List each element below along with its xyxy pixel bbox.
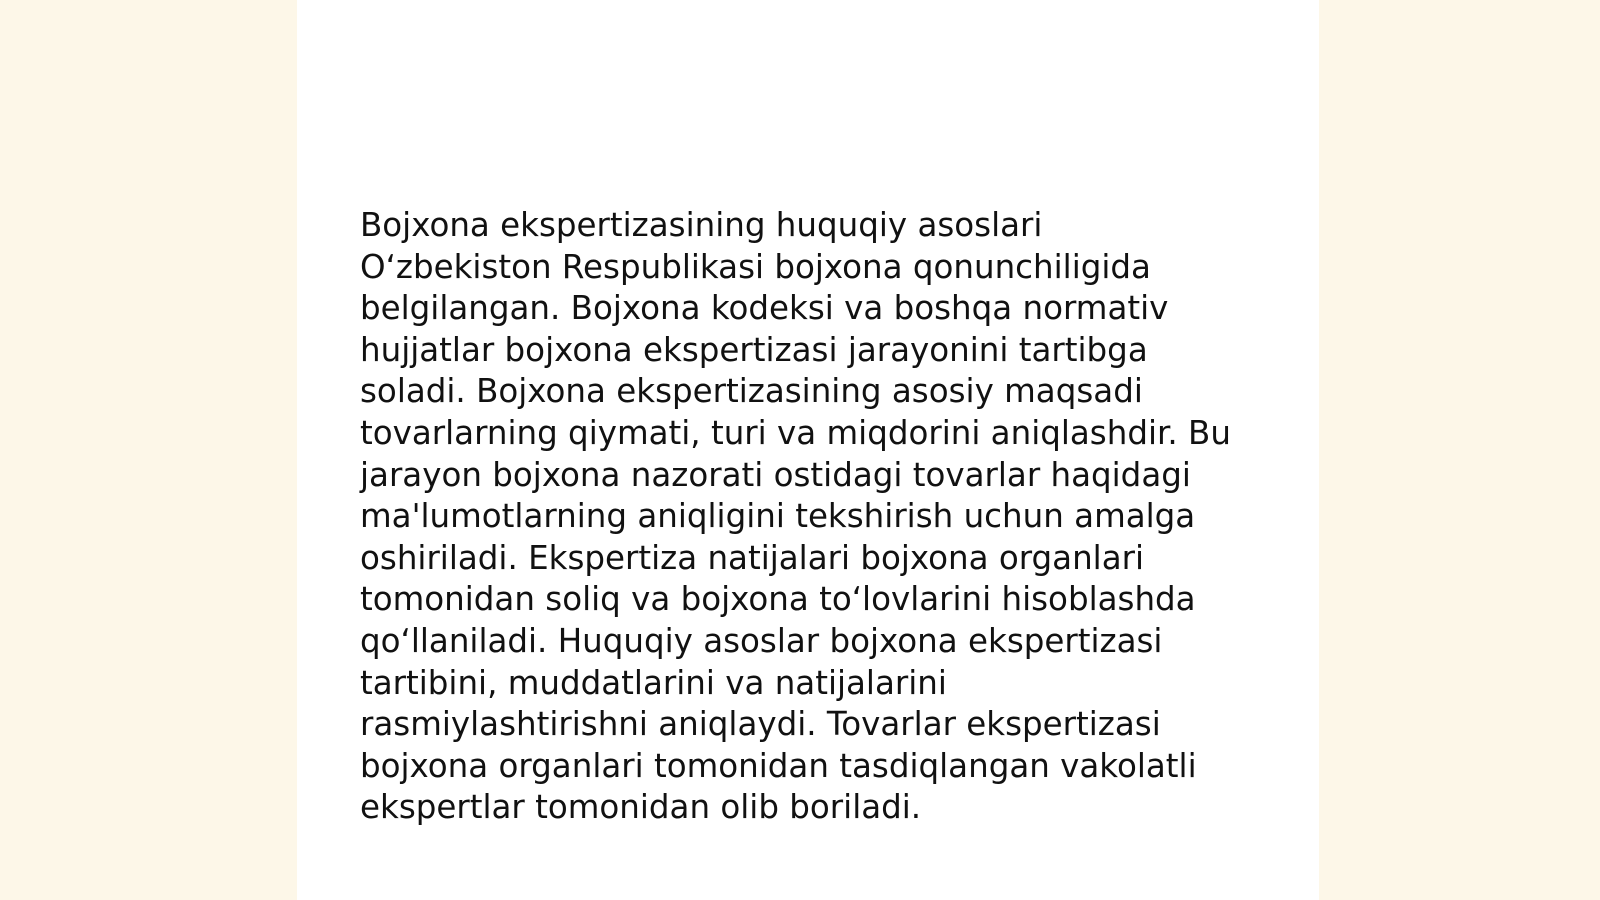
body-paragraph: Bojxona ekspertizasining huquqiy asoslari Oʻzbekiston Respublikasi bojxona qonunchiligida belgilangan. Bojxona kodeksi va boshqa normativ hujjatlar bojxona ekspertizasi jarayonini tartibga soladi. Bojxona ekspertizasining asosiy maqsadi tovarlarning qiymati, turi va miqdorini aniqlashdir. Bu jarayon bojxona nazorati ostidagi tovarlar haqidagi ma'lumotlarning aniqligini tekshirish uchun amalga oshiriladi. Ekspertiza natijalari bojxona organlari tomonidan soliq va bojxona toʻlovlarini hisoblashda qoʻllaniladi. Huquqiy asoslar bojxona ekspertizasi tartibini, muddatlarini va natijalarini rasmiylashtirishni aniqlaydi. Tovarlar ekspertizasi bojxona organlari tomonidan tasdiqlangan vakolatli ekspertlar tomonidan olib boriladi. (360, 206, 1231, 827)
document-page (297, 0, 1319, 900)
